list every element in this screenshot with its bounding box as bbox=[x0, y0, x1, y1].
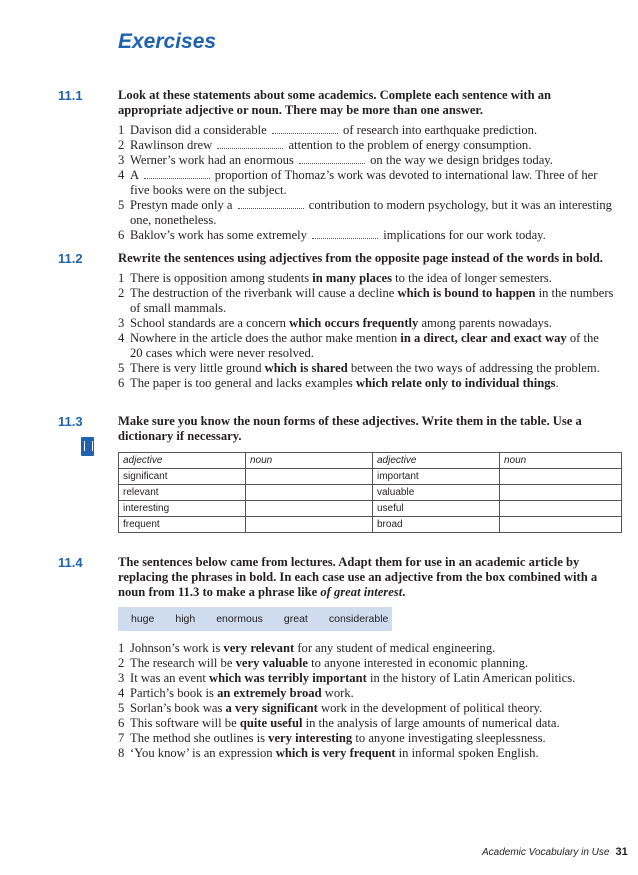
list-item: 6 This software will be quite useful in the analysis of large amounts of numerical data. bbox=[118, 716, 560, 730]
list-item: 4 A proportion of Thomaz’s work was devoted to international law. Three of her five books were on the subject. bbox=[118, 168, 598, 197]
dictionary-icon bbox=[81, 437, 94, 456]
word-box-item: great bbox=[283, 612, 308, 625]
answer-cell[interactable] bbox=[246, 485, 373, 501]
column-header: noun bbox=[500, 453, 622, 469]
table-cell: broad bbox=[373, 517, 500, 533]
list-item: 1 Davison did a considerable of research into earthquake prediction. bbox=[118, 123, 538, 137]
list-item: 6 The paper is too general and lacks examples which relate only to individual things. bbox=[118, 376, 559, 390]
table-cell: relevant bbox=[119, 485, 246, 501]
answer-cell[interactable] bbox=[246, 469, 373, 485]
list-item: 5 Prestyn made only a contribution to modern psychology, but it was an interesting one, nonetheless. bbox=[118, 198, 612, 227]
word-box-item: high bbox=[175, 612, 196, 625]
answer-blank[interactable] bbox=[238, 200, 304, 209]
answer-blank[interactable] bbox=[312, 230, 378, 239]
word-box-item: enormous bbox=[216, 612, 263, 625]
answer-cell[interactable] bbox=[500, 469, 622, 485]
answer-cell[interactable] bbox=[500, 485, 622, 501]
answer-blank[interactable] bbox=[144, 170, 210, 179]
list-item: 1 There is opposition among students in many places to the idea of longer semesters. bbox=[118, 271, 552, 285]
answer-cell[interactable] bbox=[246, 501, 373, 517]
answer-cell[interactable] bbox=[500, 501, 622, 517]
list-item: 4 Partich’s book is an extremely broad work. bbox=[118, 686, 354, 700]
exercise-instruction: The sentences below came from lectures. Adapt them for use in an academic article by replacing the phrases in bold. In each case use an adjective from the box combined with a noun from 11.3 to make a phrase like of great interest. bbox=[118, 555, 598, 599]
table-row bbox=[119, 517, 622, 533]
answer-blank[interactable] bbox=[299, 155, 365, 164]
list-item: 6 Baklov’s work has some extremely implications for our work today. bbox=[118, 228, 546, 242]
exercise-instruction: Rewrite the sentences using adjectives from the opposite page instead of the words in bold. bbox=[118, 251, 603, 265]
table-row bbox=[119, 469, 622, 485]
exercise-items bbox=[118, 123, 614, 243]
page-footer bbox=[482, 845, 628, 860]
list-item: 2 Rawlinson drew attention to the problem of energy consumption. bbox=[118, 138, 532, 152]
list-item: 3 School standards are a concern which occurs frequently among parents nowadays. bbox=[118, 316, 552, 330]
list-item: 2 The destruction of the riverbank will cause a decline which is bound to happen in the numbers of small mammals. bbox=[118, 286, 614, 315]
table-header-row bbox=[119, 453, 622, 469]
book-title: Academic Vocabulary in Use bbox=[482, 847, 610, 858]
list-item: 7 The method she outlines is very interesting to anyone investigating sleeplessness. bbox=[118, 731, 546, 745]
exercise-instruction: Look at these statements about some academics. Complete each sentence with an appropriate adjective or noun. There may be more than one answer. bbox=[118, 88, 552, 117]
list-item: 5 There is very little ground which is shared between the two ways of addressing the problem. bbox=[118, 361, 600, 375]
list-item: 3 It was an event which was terribly important in the history of Latin American politics. bbox=[118, 671, 576, 685]
table-cell: important bbox=[373, 469, 500, 485]
table-row bbox=[119, 501, 622, 517]
page-title: Exercises bbox=[118, 30, 217, 53]
list-item: 8 ‘You know’ is an expression which is very frequent in informal spoken English. bbox=[118, 746, 539, 760]
answer-blank[interactable] bbox=[272, 125, 338, 134]
table-cell: significant bbox=[119, 469, 246, 485]
exercise-number: 11.3 bbox=[58, 414, 83, 429]
column-header: noun bbox=[246, 453, 373, 469]
exercise-instruction: Make sure you know the noun forms of these adjectives. Write them in the table. Use a dictionary if necessary. bbox=[118, 414, 582, 443]
table-cell: valuable bbox=[373, 485, 500, 501]
table-cell: interesting bbox=[119, 501, 246, 517]
answer-cell[interactable] bbox=[500, 517, 622, 533]
answer-cell[interactable] bbox=[246, 517, 373, 533]
word-box-item: considerable bbox=[328, 612, 389, 625]
exercise-items bbox=[118, 271, 614, 391]
exercise-number: 11.1 bbox=[58, 88, 83, 103]
answer-blank[interactable] bbox=[217, 140, 283, 149]
list-item: 1 Johnson’s work is very relevant for any student of medical engineering. bbox=[118, 641, 496, 655]
word-box-item: huge bbox=[131, 612, 155, 625]
list-item: 4 Nowhere in the article does the author make mention in a direct, clear and exact way of the 20 cases which were never resolved. bbox=[118, 331, 599, 360]
column-header: adjective bbox=[119, 453, 246, 469]
noun-forms-table bbox=[118, 452, 622, 533]
exercise-number: 11.4 bbox=[58, 555, 83, 570]
table-cell: frequent bbox=[119, 517, 246, 533]
exercise-number: 11.2 bbox=[58, 251, 83, 266]
table-cell: useful bbox=[373, 501, 500, 517]
list-item: 2 The research will be very valuable to anyone interested in economic planning. bbox=[118, 656, 529, 670]
word-box bbox=[118, 607, 392, 631]
exercise-items bbox=[118, 641, 614, 761]
table-row bbox=[119, 485, 622, 501]
list-item: 5 Sorlan’s book was a very significant work in the development of political theory. bbox=[118, 701, 543, 715]
page-number: 31 bbox=[615, 846, 628, 858]
column-header: adjective bbox=[373, 453, 500, 469]
list-item: 3 Werner’s work had an enormous on the way we design bridges today. bbox=[118, 153, 553, 167]
